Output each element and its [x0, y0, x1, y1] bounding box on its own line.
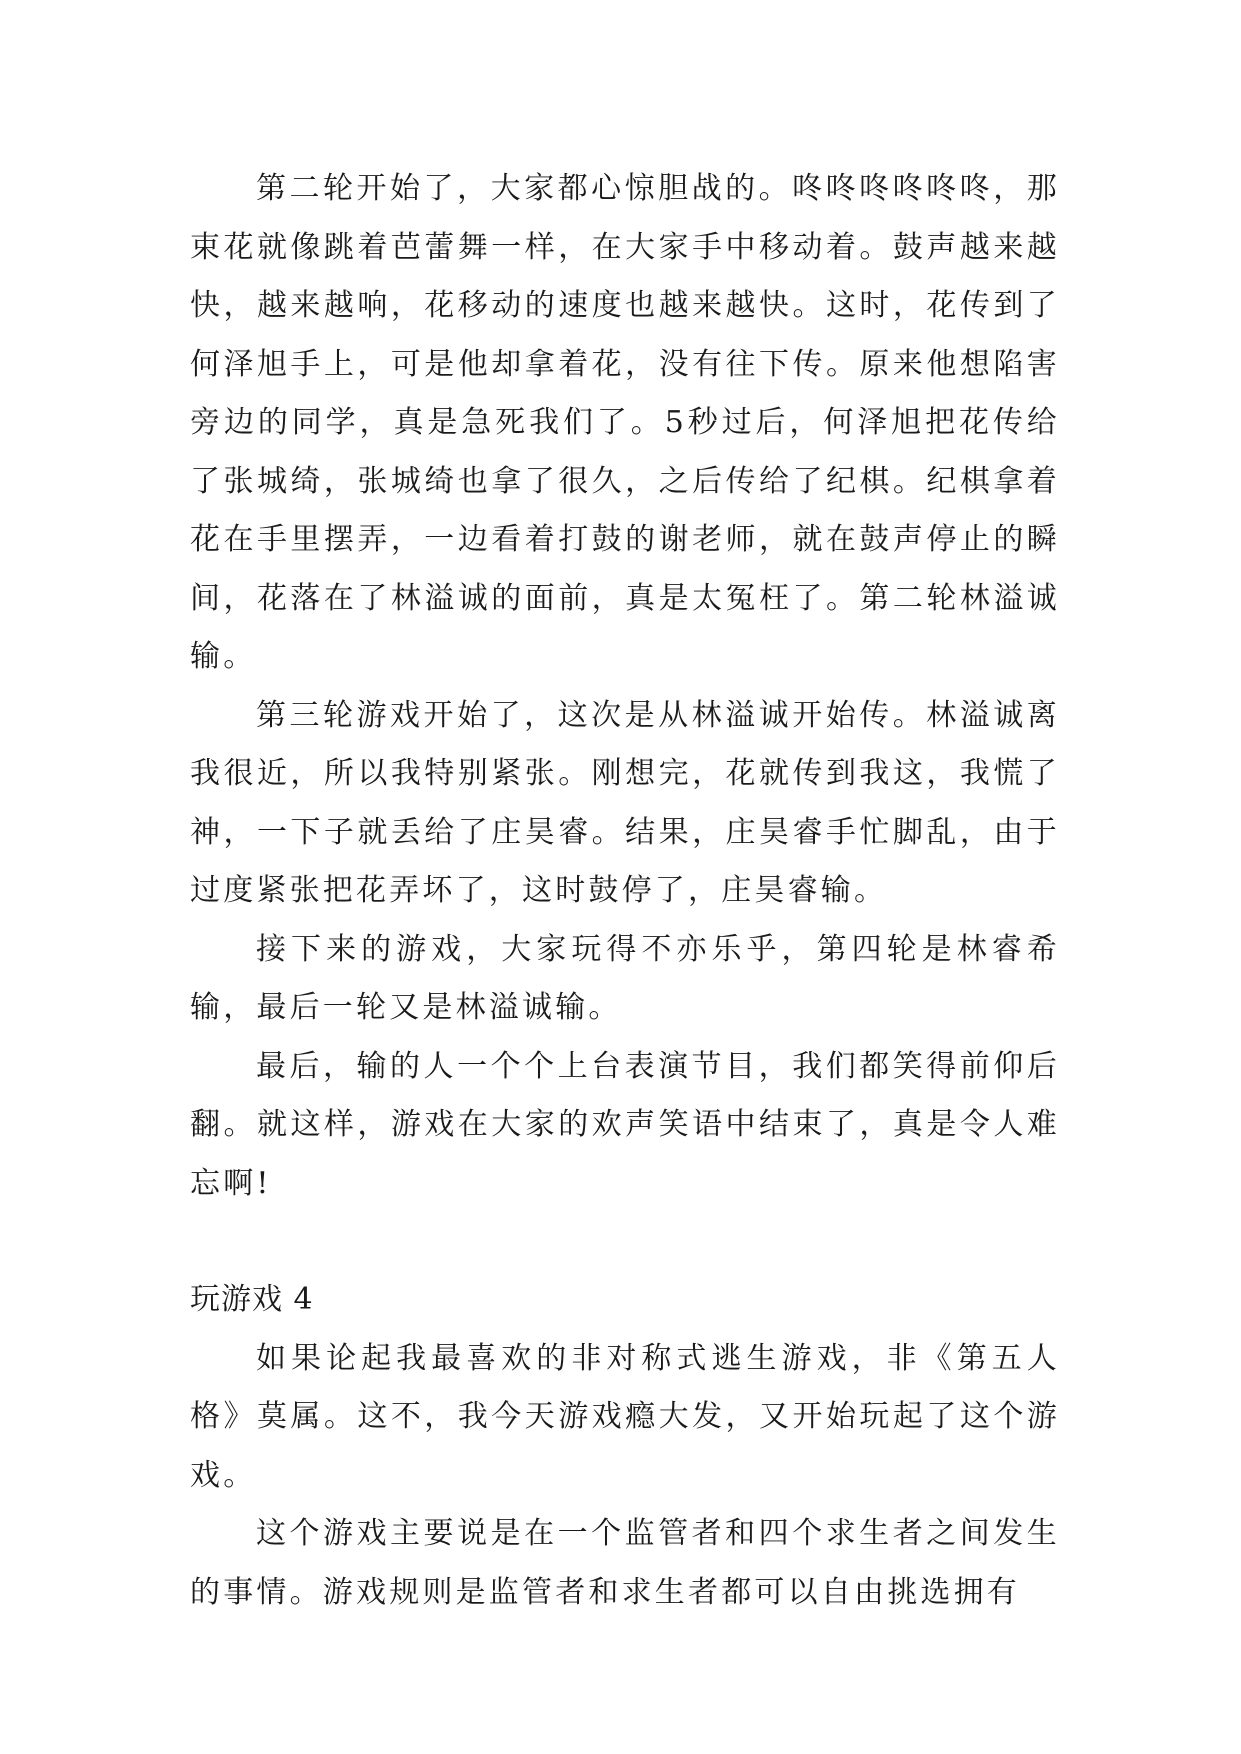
section-title: 玩游戏 4 — [190, 1282, 314, 1317]
paragraph-identity-v-intro: 如果论起我最喜欢的非对称式逃生游戏，非《第五人格》莫属。这不，我今天游戏瘾大发，又开始玩起了这个游戏。 — [190, 1340, 1060, 1493]
paragraph-game-rules: 这个游戏主要说是在一个监管者和四个求生者之间发生的事情。游戏规则是监管者和求生者都可以自由挑选拥有 — [190, 1516, 1060, 1610]
paragraph-next-games: 接下来的游戏，大家玩得不亦乐乎，第四轮是林睿希输，最后一轮又是林溢诚输。 — [190, 931, 1060, 1025]
paragraph-round-two: 第二轮开始了，大家都心惊胆战的。咚咚咚咚咚咚，那束花就像跳着芭蕾舞一样，在大家手中移动着。鼓声越来越快，越来越响，花移动的速度也越来越快。这时，花传到了何泽旭手上，可是他却拿着花，没有往下传。原来他想陷害旁边的同学，真是急死我们了。5秒过后，何泽旭把花传给了张城绮，张城绮也拿了很久，之后传给了纪棋。纪棋拿着花在手里摆弄，一边看着打鼓的谢老师，就在鼓声停止的瞬间，花落在了林溢诚的面前，真是太冤枉了。第二轮林溢诚输。 — [190, 171, 1060, 674]
section-spacer — [190, 1213, 1060, 1271]
paragraph-ending: 最后，输的人一个个上台表演节目，我们都笑得前仰后翻。就这样，游戏在大家的欢声笑语中结束了，真是令人难忘啊! — [190, 1048, 1060, 1201]
document-page — [190, 160, 1060, 1622]
paragraph-round-three: 第三轮游戏开始了，这次是从林溢诚开始传。林溢诚离我很近，所以我特别紧张。刚想完，花就传到我这，我慌了神，一下子就丢给了庄昊睿。结果，庄昊睿手忙脚乱，由于过度紧张把花弄坏了，这时鼓停了，庄昊睿输。 — [190, 697, 1060, 908]
